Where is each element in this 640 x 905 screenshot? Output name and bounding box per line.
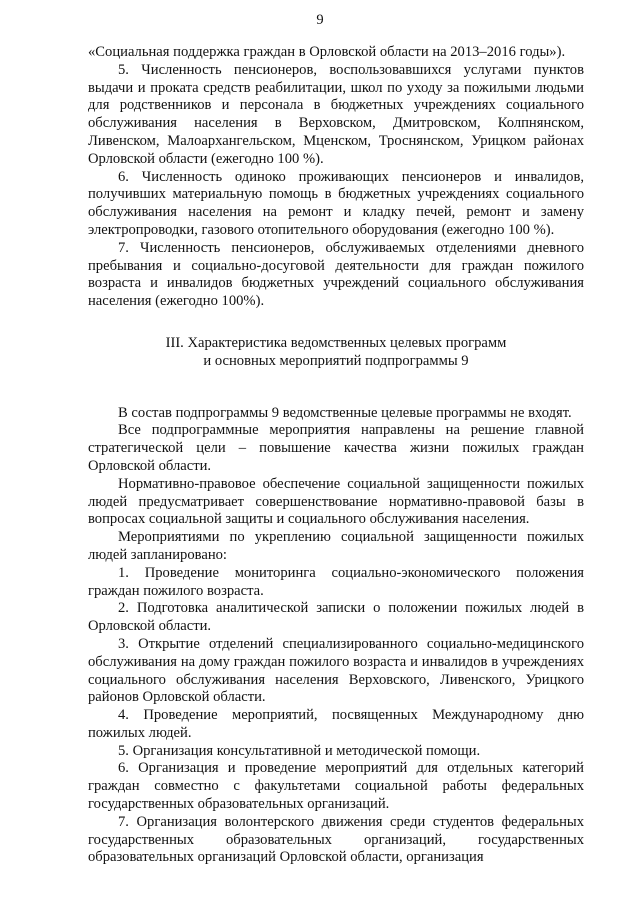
paragraph-continuation: «Социальная поддержка граждан в Орловской области на 2013–2016 годы»).	[88, 44, 566, 60]
section-heading-line-1: III. Характеристика ведомственных целевых программ	[165, 334, 507, 351]
paragraph-measures-intro: Мероприятиями по укреплению социальной защищенности пожилых людей запланировано:	[88, 529, 584, 563]
section-heading	[88, 335, 584, 371]
section-heading-line-2: и основных мероприятий подпрограммы 9	[203, 352, 469, 369]
document-body	[88, 44, 584, 867]
paragraph-legal-support: Нормативно-правовое обеспечение социальной защищенности пожилых людей предусматривает совершенствование нормативно-правовой базы в вопросах социальной защиты и социального обслуживания населения.	[88, 475, 584, 528]
measure-item-1: 1. Проведение мониторинга социально-экономического положения граждан пожилого возраста.	[88, 564, 584, 599]
measure-item-6: 6. Организация и проведение мероприятий для отдельных категорий граждан совместно с факультетами социальной работы федеральных государственных образовательных организаций.	[88, 760, 584, 813]
page-number: 9	[316, 12, 324, 28]
paragraph-no-programs: В состав подпрограммы 9 ведомственные целевые программы не входят.	[118, 404, 572, 421]
measure-item-5: 5. Организация консультативной и методической помощи.	[118, 742, 481, 759]
paragraph-item-5: 5. Численность пенсионеров, воспользовавшихся услугами пунктов выдачи и проката средств реабилитации, школ по уходу за пожилыми людьми для родственников и персонала в бюджетных учреждениях социального обслуживания населения в Верховском, Дмитровском, Колпнянском, Ливенском, Малоархангельском, Мценском, Троснянском, Урицком районах Орловской области (ежегодно 100 %).	[88, 61, 584, 167]
measure-item-2: 2. Подготовка аналитической записки о положении пожилых людей в Орловской области.	[88, 600, 584, 635]
measure-item-3: 3. Открытие отделений специализированного социально-медицинского обслуживания на дому граждан пожилого возраста и инвалидов в учреждениях социального обслуживания населения Верховского, Ливенского, Урицкого районов Орловской области.	[88, 635, 584, 706]
measure-item-4: 4. Проведение мероприятий, посвященных Международному дню пожилых людей.	[88, 707, 584, 741]
measure-item-7: 7. Организация волонтерского движения среди студентов федеральных государственных образовательных организаций, государственных образовательных организаций Орловской области, организация	[88, 813, 584, 866]
paragraph-item-7: 7. Численность пенсионеров, обслуживаемых отделениями дневного пребывания и социально-досуговой деятельности для граждан пожилого возраста и инвалидов бюджетных учреждений социального обслуживания населения (ежегодно 100%).	[88, 239, 584, 310]
paragraph-main-goal: Все подпрограммные мероприятия направлены на решение главной стратегической цели – повышение качества жизни пожилых граждан Орловской области.	[88, 422, 584, 474]
paragraph-item-6: 6. Численность одиноко проживающих пенсионеров и инвалидов, получивших материальную помощь в бюджетных учреждениях социального обслуживания населения на ремонт и кладку печей, ремонт и замену электропроводки, газового отопительного оборудования (ежегодно 100 %).	[88, 168, 584, 238]
